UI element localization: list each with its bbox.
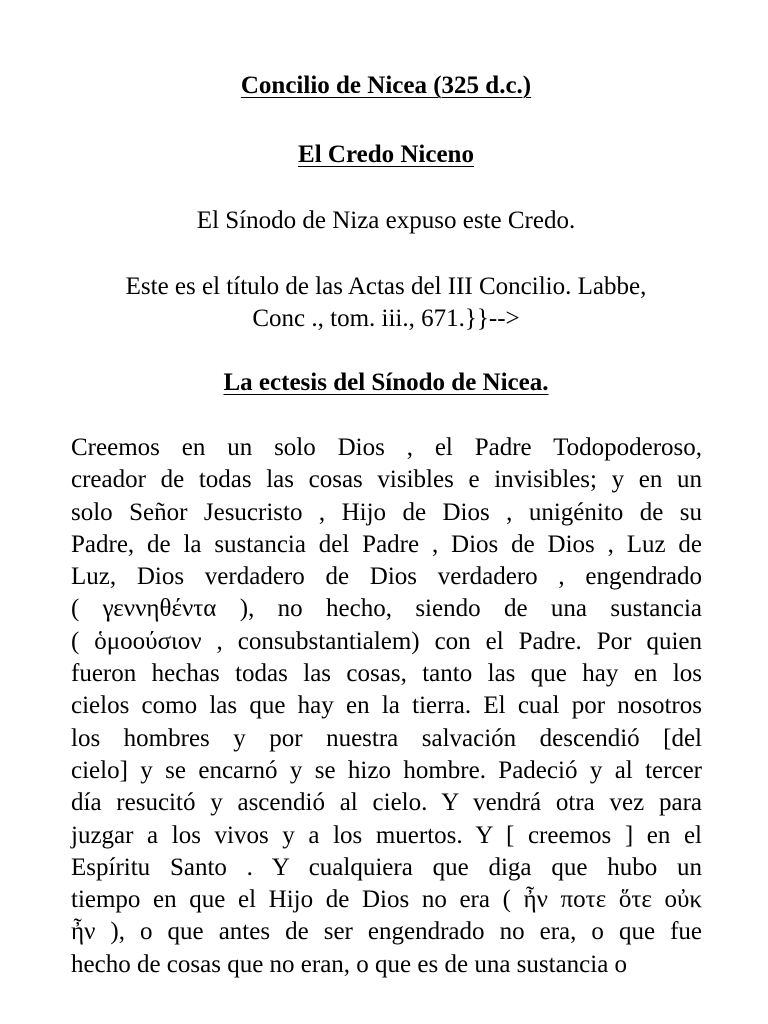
body-line: Padre, de la sustancia del Padre , Dios de Dios , Luz de bbox=[71, 530, 702, 558]
note-paragraph bbox=[70, 271, 702, 335]
intro-paragraph: El Sínodo de Niza expuso este Credo. bbox=[196, 207, 576, 234]
body-line: fueron hechas todas las cosas, tanto las que hay en los bbox=[71, 660, 702, 688]
creed-body-text bbox=[71, 432, 702, 981]
note-line-2: Conc ., tom. iii., 671.}}--> bbox=[252, 305, 520, 332]
body-line: tiempo en que el Hijo de Dios no era ( ἦν ποτε ὅτε οὐκ bbox=[71, 886, 702, 914]
body-line: los hombres y por nuestra salvación descendió [del bbox=[71, 724, 702, 752]
document-title: Concilio de Nicea (325 d.c.) bbox=[240, 72, 532, 99]
body-line: Creemos en un solo Dios , el Padre Todopoderoso, bbox=[71, 434, 702, 461]
body-line: solo Señor Jesucristo , Hijo de Dios , unigénito de su bbox=[71, 498, 702, 526]
body-line: cielo] y se encarnó y se hizo hombre. Padeció y al tercer bbox=[71, 756, 702, 784]
body-line: cielos como las que hay en la tierra. El cual por nosotros bbox=[71, 692, 702, 720]
body-line: Espíritu Santo . Y cualquiera que diga que hubo un bbox=[71, 853, 702, 881]
body-line: juzgar a los vivos y a los muertos. Y [ creemos ] en el bbox=[71, 821, 702, 849]
body-line: hecho de cosas que no eran, o que es de una sustancia o bbox=[71, 950, 628, 978]
body-line: ( γεννηθέντα ), no hecho, siendo de una sustancia bbox=[71, 595, 702, 623]
body-line: día resucitó y ascendió al cielo. Y vendrá otra vez para bbox=[71, 789, 702, 817]
body-line: ἦν ), o que antes de ser engendrado no era, o que fue bbox=[71, 918, 702, 946]
body-line: creador de todas las cosas visibles e invisibles; y en un bbox=[71, 466, 702, 494]
body-line: ( ὁμοούσιον , consubstantialem) con el Padre. Por quien bbox=[71, 627, 702, 655]
document-subtitle: El Credo Niceno bbox=[298, 141, 474, 168]
section-heading: La ectesis del Sínodo de Nicea. bbox=[223, 369, 549, 396]
body-line: Luz, Dios verdadero de Dios verdadero , engendrado bbox=[71, 563, 702, 591]
note-line-1: Este es el título de las Actas del III Concilio. Labbe, bbox=[125, 273, 647, 300]
